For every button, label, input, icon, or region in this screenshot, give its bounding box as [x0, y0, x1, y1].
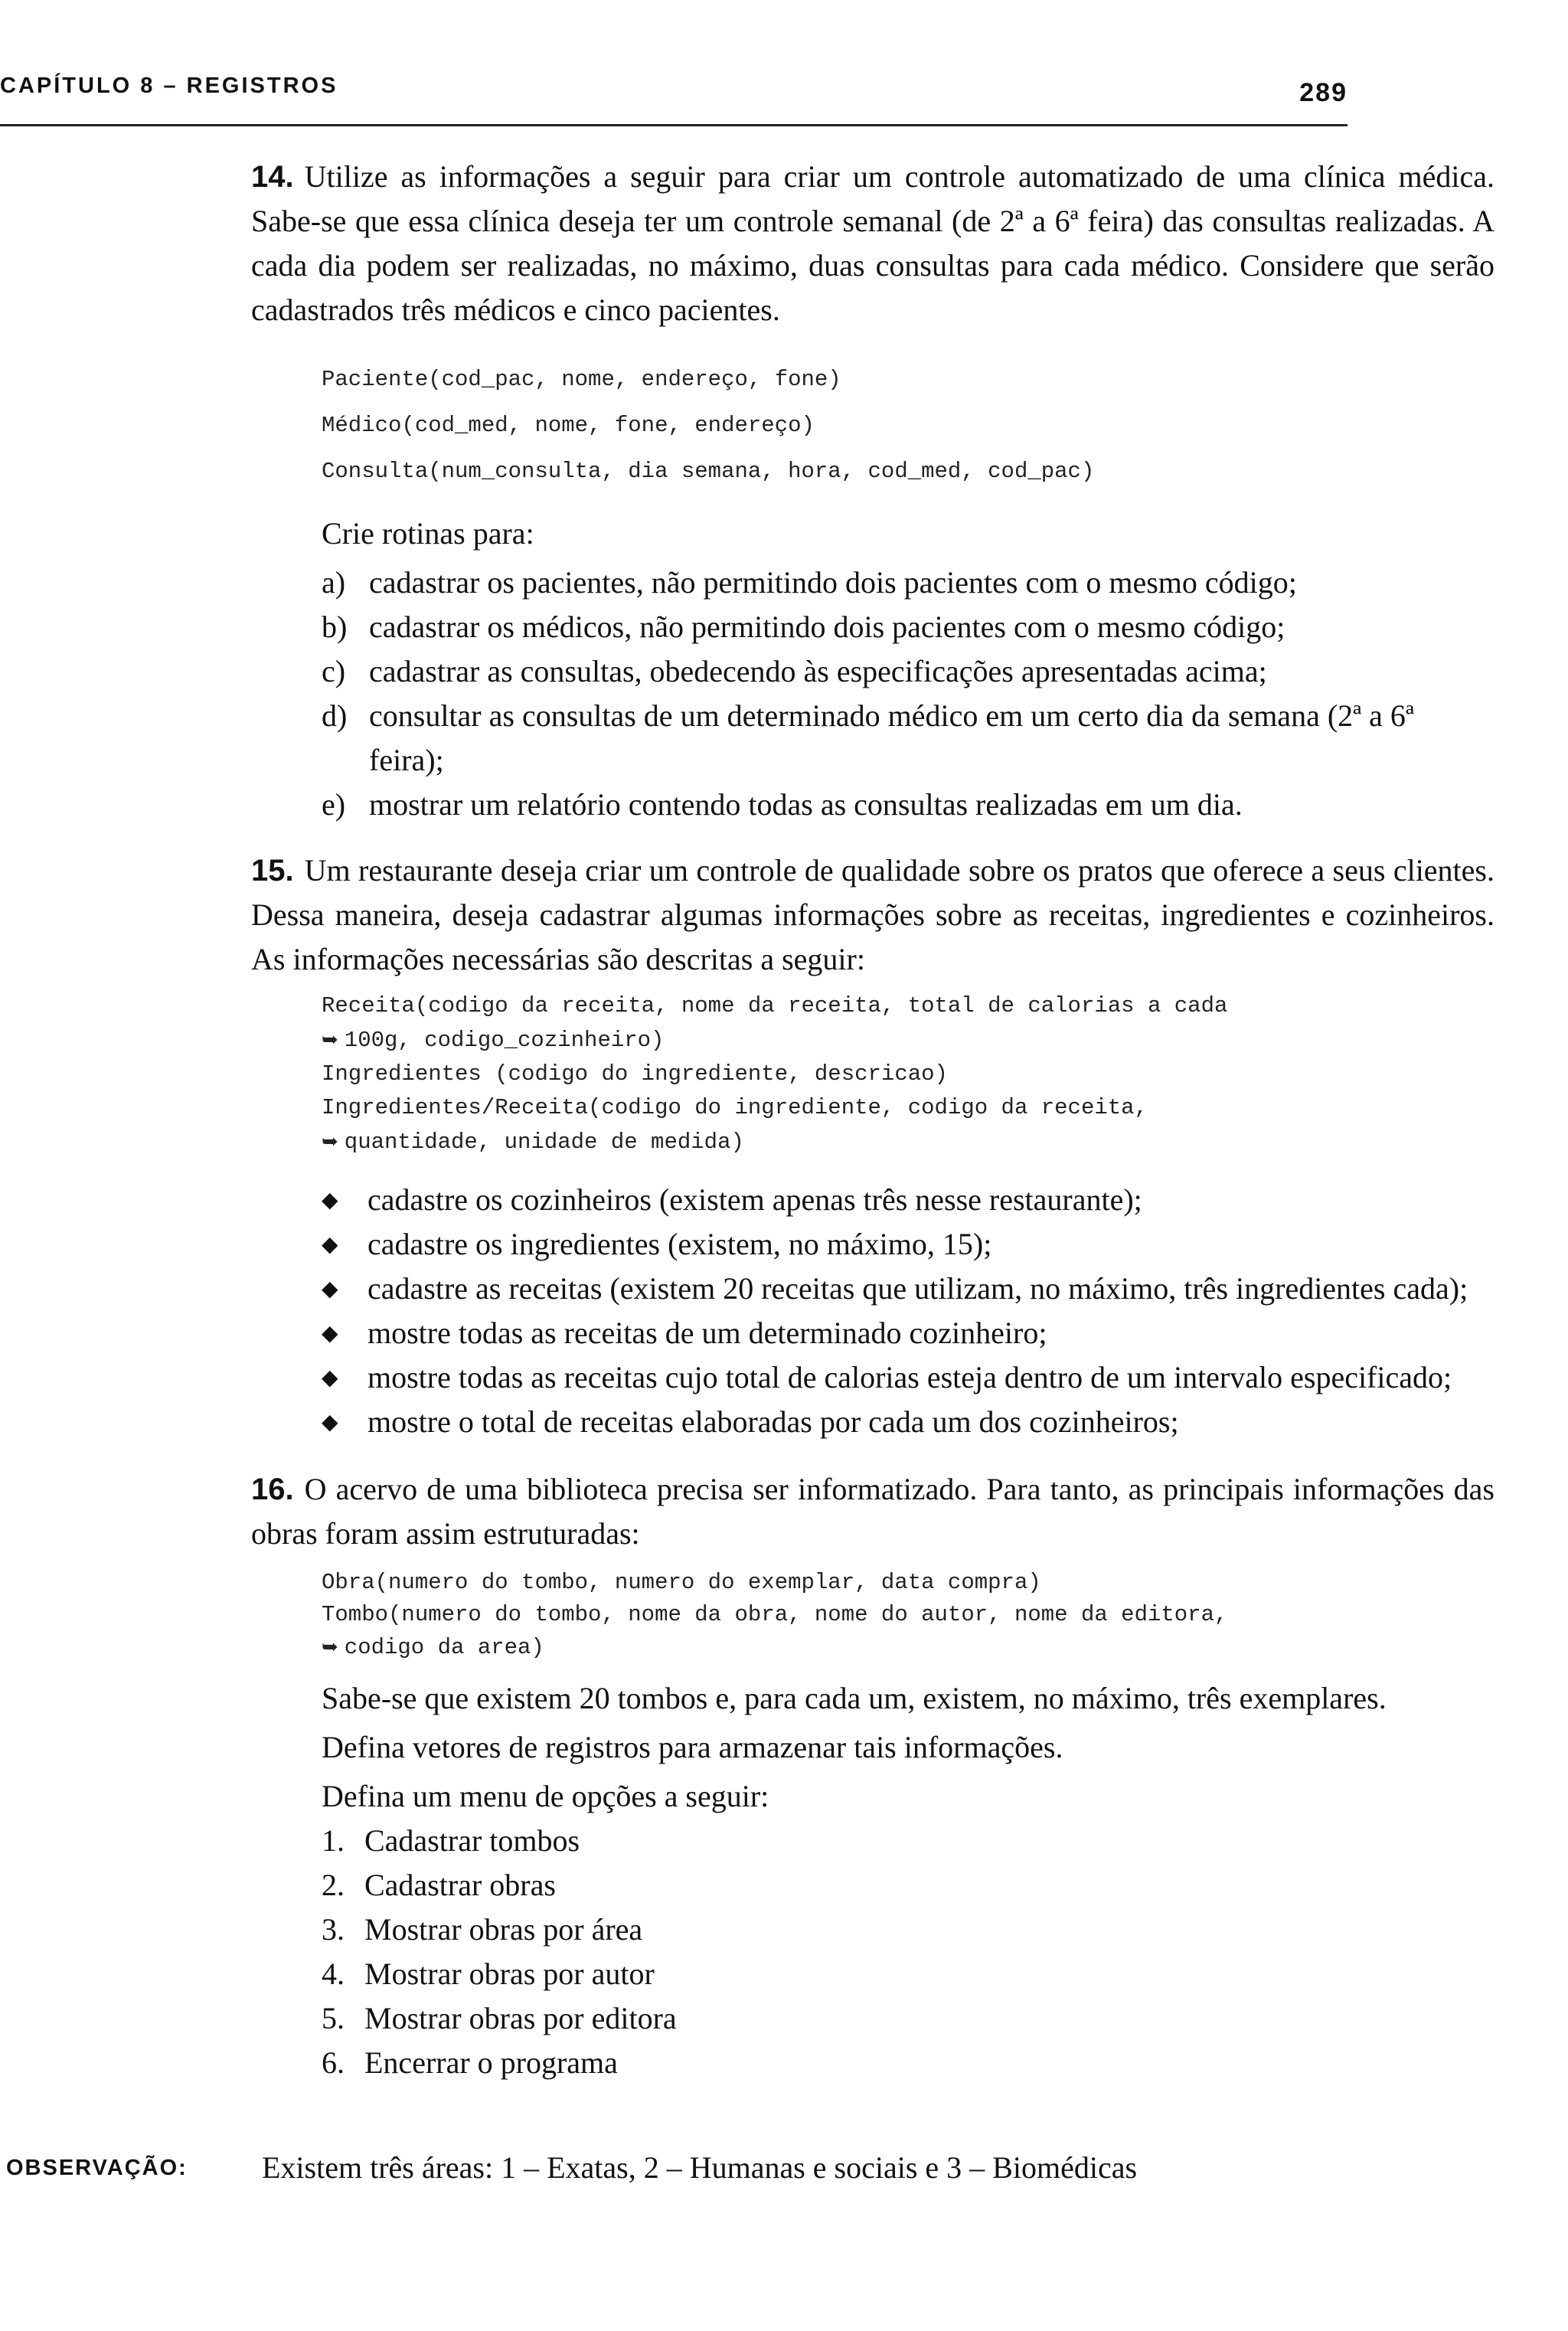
item-label: 3. [322, 1912, 345, 1947]
continuation-arrow-icon: ➥ [322, 1028, 338, 1051]
exercise-number: 16. [251, 1473, 294, 1506]
exercise-number: 14. [251, 160, 294, 194]
item-text: cadastrar os médicos, não permitindo dois pacientes com o mesmo código; [369, 610, 1285, 644]
observation-text: Existem três áreas: 1 – Exatas, 2 – Humanas e sociais e 3 – Biomédicas [262, 2150, 1138, 2185]
list-item [322, 1267, 1494, 1311]
item-label: 1. [322, 1823, 345, 1858]
item-text: cadastrar as consultas, obedecendo às especificações apresentadas acima; [369, 654, 1267, 688]
diamond-bullet-icon: ◆ [322, 1231, 338, 1257]
diamond-bullet-icon: ◆ [322, 1187, 338, 1212]
exercise-15-intro [251, 848, 1494, 982]
item-label: d) [322, 698, 348, 733]
item-label: 2. [322, 1868, 345, 1902]
list-item [322, 1819, 1494, 1863]
observation-label: OBSERVAÇÃO: [6, 2156, 188, 2180]
item-label: 5. [322, 2001, 345, 2035]
exercise-text: Utilize as informações a seguir para criar um controle automatizado de uma clínica médica. Sabe-se que essa clínica deseja ter um controle semanal (de 2ª a 6ª feira) das consultas realizadas. A cada dia podem ser realizadas, no máximo, duas consultas para cada médico. Considere que serão cadastrados três médicos e cinco pacientes. [251, 159, 1494, 327]
item-text: mostrar um relatório contendo todas as consultas realizadas em um dia. [369, 787, 1243, 822]
list-item [322, 1996, 1494, 2041]
list-item [322, 1400, 1494, 1444]
code-block [322, 1567, 1494, 1664]
menu-options-list [322, 1819, 1494, 2085]
code-line [322, 1023, 1494, 1058]
item-text: Mostrar obras por autor [364, 1957, 655, 1991]
exercise-text: O acervo de uma biblioteca precisa ser informatizado. Para tanto, as principais informações das obras foram assim estruturadas: [251, 1472, 1494, 1551]
exercise-text: Um restaurante deseja criar um controle de qualidade sobre os pratos que oferece a seus clientes. Dessa maneira, deseja cadastrar algumas informações sobre as receitas, ingredientes e cozinheiros. As informações necessárias são descritas a seguir: [251, 853, 1494, 976]
item-label: c) [322, 654, 346, 688]
item-text: Mostrar obras por editora [364, 2001, 677, 2035]
exercise-16-intro [251, 1467, 1494, 1556]
continuation-arrow-icon: ➥ [322, 1130, 338, 1153]
code-text: codigo da area) [344, 1635, 544, 1660]
list-item [322, 1355, 1494, 1400]
item-text: Cadastrar obras [364, 1868, 556, 1902]
list-item [322, 783, 1494, 827]
list-item [322, 1863, 1494, 1908]
diamond-bullet-icon: ◆ [322, 1276, 338, 1301]
exercise-number: 15. [251, 854, 294, 888]
continuation-arrow-icon: ➥ [322, 1636, 338, 1659]
diamond-bullet-icon: ◆ [322, 1365, 338, 1390]
chapter-title: CAPÍTULO 8 – REGISTROS [0, 74, 338, 98]
code-block [322, 357, 1494, 495]
list-item [322, 649, 1494, 694]
code-text: quantidade, unidade de medida) [344, 1130, 744, 1155]
item-label: b) [322, 610, 348, 644]
list-item [322, 2041, 1494, 2085]
list-item [322, 1178, 1494, 1222]
item-text: mostre todas as receitas cujo total de calorias esteja dentro de um intervalo especificado; [368, 1360, 1452, 1394]
code-line: Consulta(num_consulta, dia semana, hora, cod_med, cod_pac) [322, 459, 1095, 484]
item-text: cadastre os ingredientes (existem, no máximo, 15); [368, 1227, 992, 1261]
routine-list [322, 561, 1494, 827]
code-block [322, 989, 1494, 1159]
item-label: e) [322, 787, 346, 822]
code-line: Ingredientes/Receita(codigo do ingrediente, codigo da receita, [322, 1095, 1148, 1120]
diamond-bullet-icon: ◆ [322, 1320, 338, 1345]
code-line [322, 1631, 1494, 1664]
exercise-14-body [251, 357, 1494, 827]
page-number: 289 [1299, 78, 1348, 107]
code-line [322, 1125, 1494, 1159]
list-item [322, 561, 1494, 605]
bullet-list [322, 1178, 1494, 1444]
list-item [322, 1222, 1494, 1267]
item-text: consultar as consultas de um determinado médico em um certo dia da semana (2ª a 6ª feira); [369, 698, 1414, 777]
code-line: Tombo(numero do tombo, nome da obra, nome do autor, nome da editora, [322, 1602, 1228, 1627]
list-item [322, 1311, 1494, 1355]
exercise-16-body [251, 1567, 1494, 2085]
exercise-14-intro [251, 155, 1494, 332]
code-line: Médico(cod_med, nome, fone, endereço) [322, 413, 815, 438]
code-text: 100g, codigo_cozinheiro) [344, 1028, 665, 1053]
paragraph: Sabe-se que existem 20 tombos e, para cada um, existem, no máximo, três exemplares. [322, 1681, 1387, 1715]
item-text: cadastrar os pacientes, não permitindo dois pacientes com o mesmo código; [369, 565, 1297, 600]
page-content [251, 155, 1494, 2085]
diamond-bullet-icon: ◆ [322, 1409, 338, 1434]
list-item [322, 605, 1494, 649]
item-text: mostre todas as receitas de um determinado cozinheiro; [368, 1316, 1047, 1350]
page-header [0, 74, 1348, 126]
item-label: 4. [322, 1957, 345, 1991]
code-line: Obra(numero do tombo, numero do exemplar, data compra) [322, 1570, 1041, 1595]
paragraph: Defina vetores de registros para armazenar tais informações. [322, 1730, 1063, 1764]
item-text: Encerrar o programa [364, 2045, 618, 2080]
item-text: mostre o total de receitas elaboradas por cada um dos cozinheiros; [368, 1404, 1179, 1439]
paragraph: Defina um menu de opções a seguir: [322, 1779, 769, 1813]
item-label: 6. [322, 2045, 345, 2080]
list-item [322, 1952, 1494, 1996]
item-text: Mostrar obras por área [364, 1912, 643, 1947]
code-line: Ingredientes (codigo do ingrediente, descricao) [322, 1061, 948, 1087]
list-item [322, 694, 1494, 783]
item-label: a) [322, 565, 346, 600]
exercise-15-body [251, 989, 1494, 1444]
list-item [322, 1908, 1494, 1952]
code-line: Receita(codigo da receita, nome da receita, total de calorias a cada [322, 993, 1228, 1018]
item-text: cadastre os cozinheiros (existem apenas três nesse restaurante); [368, 1182, 1142, 1217]
code-line: Paciente(cod_pac, nome, endereço, fone) [322, 367, 841, 392]
item-text: Cadastrar tombos [364, 1823, 580, 1858]
routines-title: Crie rotinas para: [322, 516, 534, 551]
item-text: cadastre as receitas (existem 20 receitas que utilizam, no máximo, três ingredientes cada); [368, 1271, 1468, 1306]
